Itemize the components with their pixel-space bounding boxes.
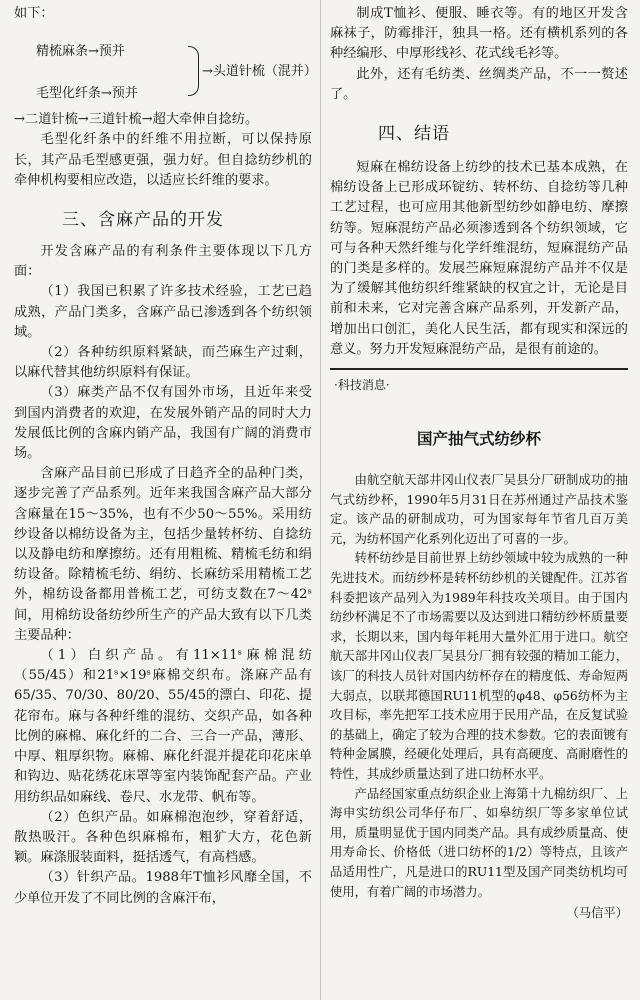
flow-node-fiber: 毛型化纤条→预并 [36,86,138,102]
news-paragraph-3: 产品经国家重点纺织企业上海第十九棉纺织厂、上海申实纺织公司华仔布厂、如皋纺织厂等多家单位试用，质量明显优于国内同类产品。具有成纱质量高、使用寿命长、价格低（进口纺杯的1/2）等特点，且该产品适用性广，凡是进口的RU11型及国产同类纺机均可使用，有着广阔的市场潜力。 [330,786,628,899]
flow-node-merge: →头道针梳（混并） [202,64,317,80]
paragraph-continued: 制成T恤衫、便服、睡衣等。有的地区开发含麻袜子，防霉排汗，独具一格。还有横机系列的各种经编形、中厚形线衫、花式线毛衫等。 [330,6,628,62]
right-column [330,0,628,924]
section-tag: ·科技消息· [334,378,390,393]
paragraph-8: （3）针织产品。1988年T恤衫风靡全国，不少单位开发了不同比例的含麻汗布， [14,870,312,906]
paragraph-7: （2）色织产品。如麻棉泡泡纱，穿着舒适，散热吸汗。各种色织麻棉布，粗犷大方，花色新颖。麻涤服装面料，挺括透气，有高档感。 [14,809,312,866]
paragraph-conclusion: 短麻在棉纺设备上纺纱的技术已基本成熟，在棉纺设备上已形成环锭纺、转杯纺、自捻纺等几种工艺过程，也可应用其他新型纺纱如静电纺、摩擦纺等。短麻混纺产品必须渗透到各个纺织领域，它可与各种天然纤维与化学纤维混纺，短麻混纺产品的门类是多样的。发展苎麻短麻混纺产品并不仅是为了缓解其他纺织纤维紧缺的权宜之计，无论是目前和未来，它对完善含麻产品系列，开发新产品，增加出口创汇，美化人民生活，都有现实和深远的意义。努力开发短麻混纺产品，是很有前途的。 [330,160,628,357]
process-flow-diagram [14,24,317,110]
paragraph-1: 开发含麻产品的有利条件主要体现以下几方面： [14,244,312,280]
section-rule [330,368,628,370]
paragraph-fiber: 毛型化纤条中的纤维不用拉断，可以保持原长，其产品毛型感更强，强力好。但自捻纺纱机的牵伸机构要相应改造，以适应长纤维的要求。 [14,132,312,188]
section-heading-3: 三、含麻产品的开发 [62,210,224,231]
intro-text: 如下： [14,6,54,21]
left-column [14,0,317,909]
flow-node-ramie: 精梳麻条→预并 [36,44,125,60]
section-heading-4: 四、结语 [378,124,450,145]
news-paragraph-2: 转杯纺纱是目前世界上纺纱领域中较为成熟的一种先进技术。而纺纱杯是转杯纺纱机的关键配件。江苏省科委把该产品列入为1989年科技攻关项目。由于国内纺纱杯满足不了市场需要以及达到进口精纺纱杯质量要求，长期以来，国内每年耗用大量外汇用于进口。航空航天部井冈山仪表厂吴县分厂拥有较强的精加工能力，该厂的科技人员针对国内纺杯存在的精度低、寿命短两大弱点，以联邦德国RU11机型的φ48、φ56纺杯为主攻目标，率先把军工技术应用于民用产品，在反复试验的基础上，确定了较为合理的技术参数。它的表面镀有特种金属膜，经硬化处理后，具有高硬度、高耐磨性的特性，其成纱质量达到了进口纺杯水平。 [330,551,628,781]
paragraph-3: （2）各种纺织原料紧缺，而苎麻生产过剩，以麻代替其他纺织原料有保证。 [14,345,312,381]
paragraph-6: （1）白织产品。有11×11ˢ麻棉混纺（55/45）和21ˢ×19ˢ麻棉交织布。涤麻产品有65/35、70/30、80/20、55/45的漂白、印花、提花帘布。麻与各种纤维的混纺、交织产品，如各种比例的麻棉、麻化纤的二合、三合一产品，薄形、中厚、粗厚织物。麻棉、麻化纤混并提花印花床单和钩边、贴花绣花床罩等室内装饰配套产品。产业用纺织品如麻线、卷尺、水龙带、帆布等。 [14,648,312,805]
news-paragraph-1: 由航空航天部井冈山仪表厂吴县分厂研制成功的抽气式纺纱杯，1990年5月31日在苏州通过产品技术鉴定。该产品的研制成功，可为国家每年节省几百万美元，为纺杯国产化系列化迈出了可喜的一步。 [330,473,628,546]
paragraph-4: （3）麻类产品不仅有国外市场，且近年来受到国内消费者的欢迎，在发展外销产品的同时大力发展低比例的含麻内销产品，我国有广阔的消费市场。 [14,385,312,462]
paragraph-2: （1）我国已积累了许多技术经验，工艺已趋成熟，产品门类多，含麻产品已渗透到各个纺织领域。 [14,284,312,340]
column-divider [320,0,321,1000]
paragraph-5: 含麻产品目前已形成了日趋齐全的品种门类，逐步完善了产品系列。近年来我国含麻产品大部分含麻量在15～35%，也有不少50～55%。采用纺纱设备以棉纺设备为主，包括少量转杯纺、自捻纺以及静电纺和摩擦纺。还有用粗梳、精梳毛纺和绢纺设备。除精梳毛纺、绢纺、长麻纺采用精梳工艺外，棉纺设备都用普梳工艺，可纺支数在7～42ˢ间，用棉纺设备纺纱所生产的产品大致有以下几类主要品种： [14,466,312,643]
flow-continuation: →二道针梳→三道针梳→超大牵伸自捻纺。 [14,112,259,128]
flow-brace [188,46,199,96]
news-title: 国产抽气式纺纱杯 [416,430,541,449]
paragraph-other-products: 此外，还有毛纺类、丝绸类产品，不一一赘述了。 [330,66,628,102]
news-author: （马信平） [566,906,628,921]
